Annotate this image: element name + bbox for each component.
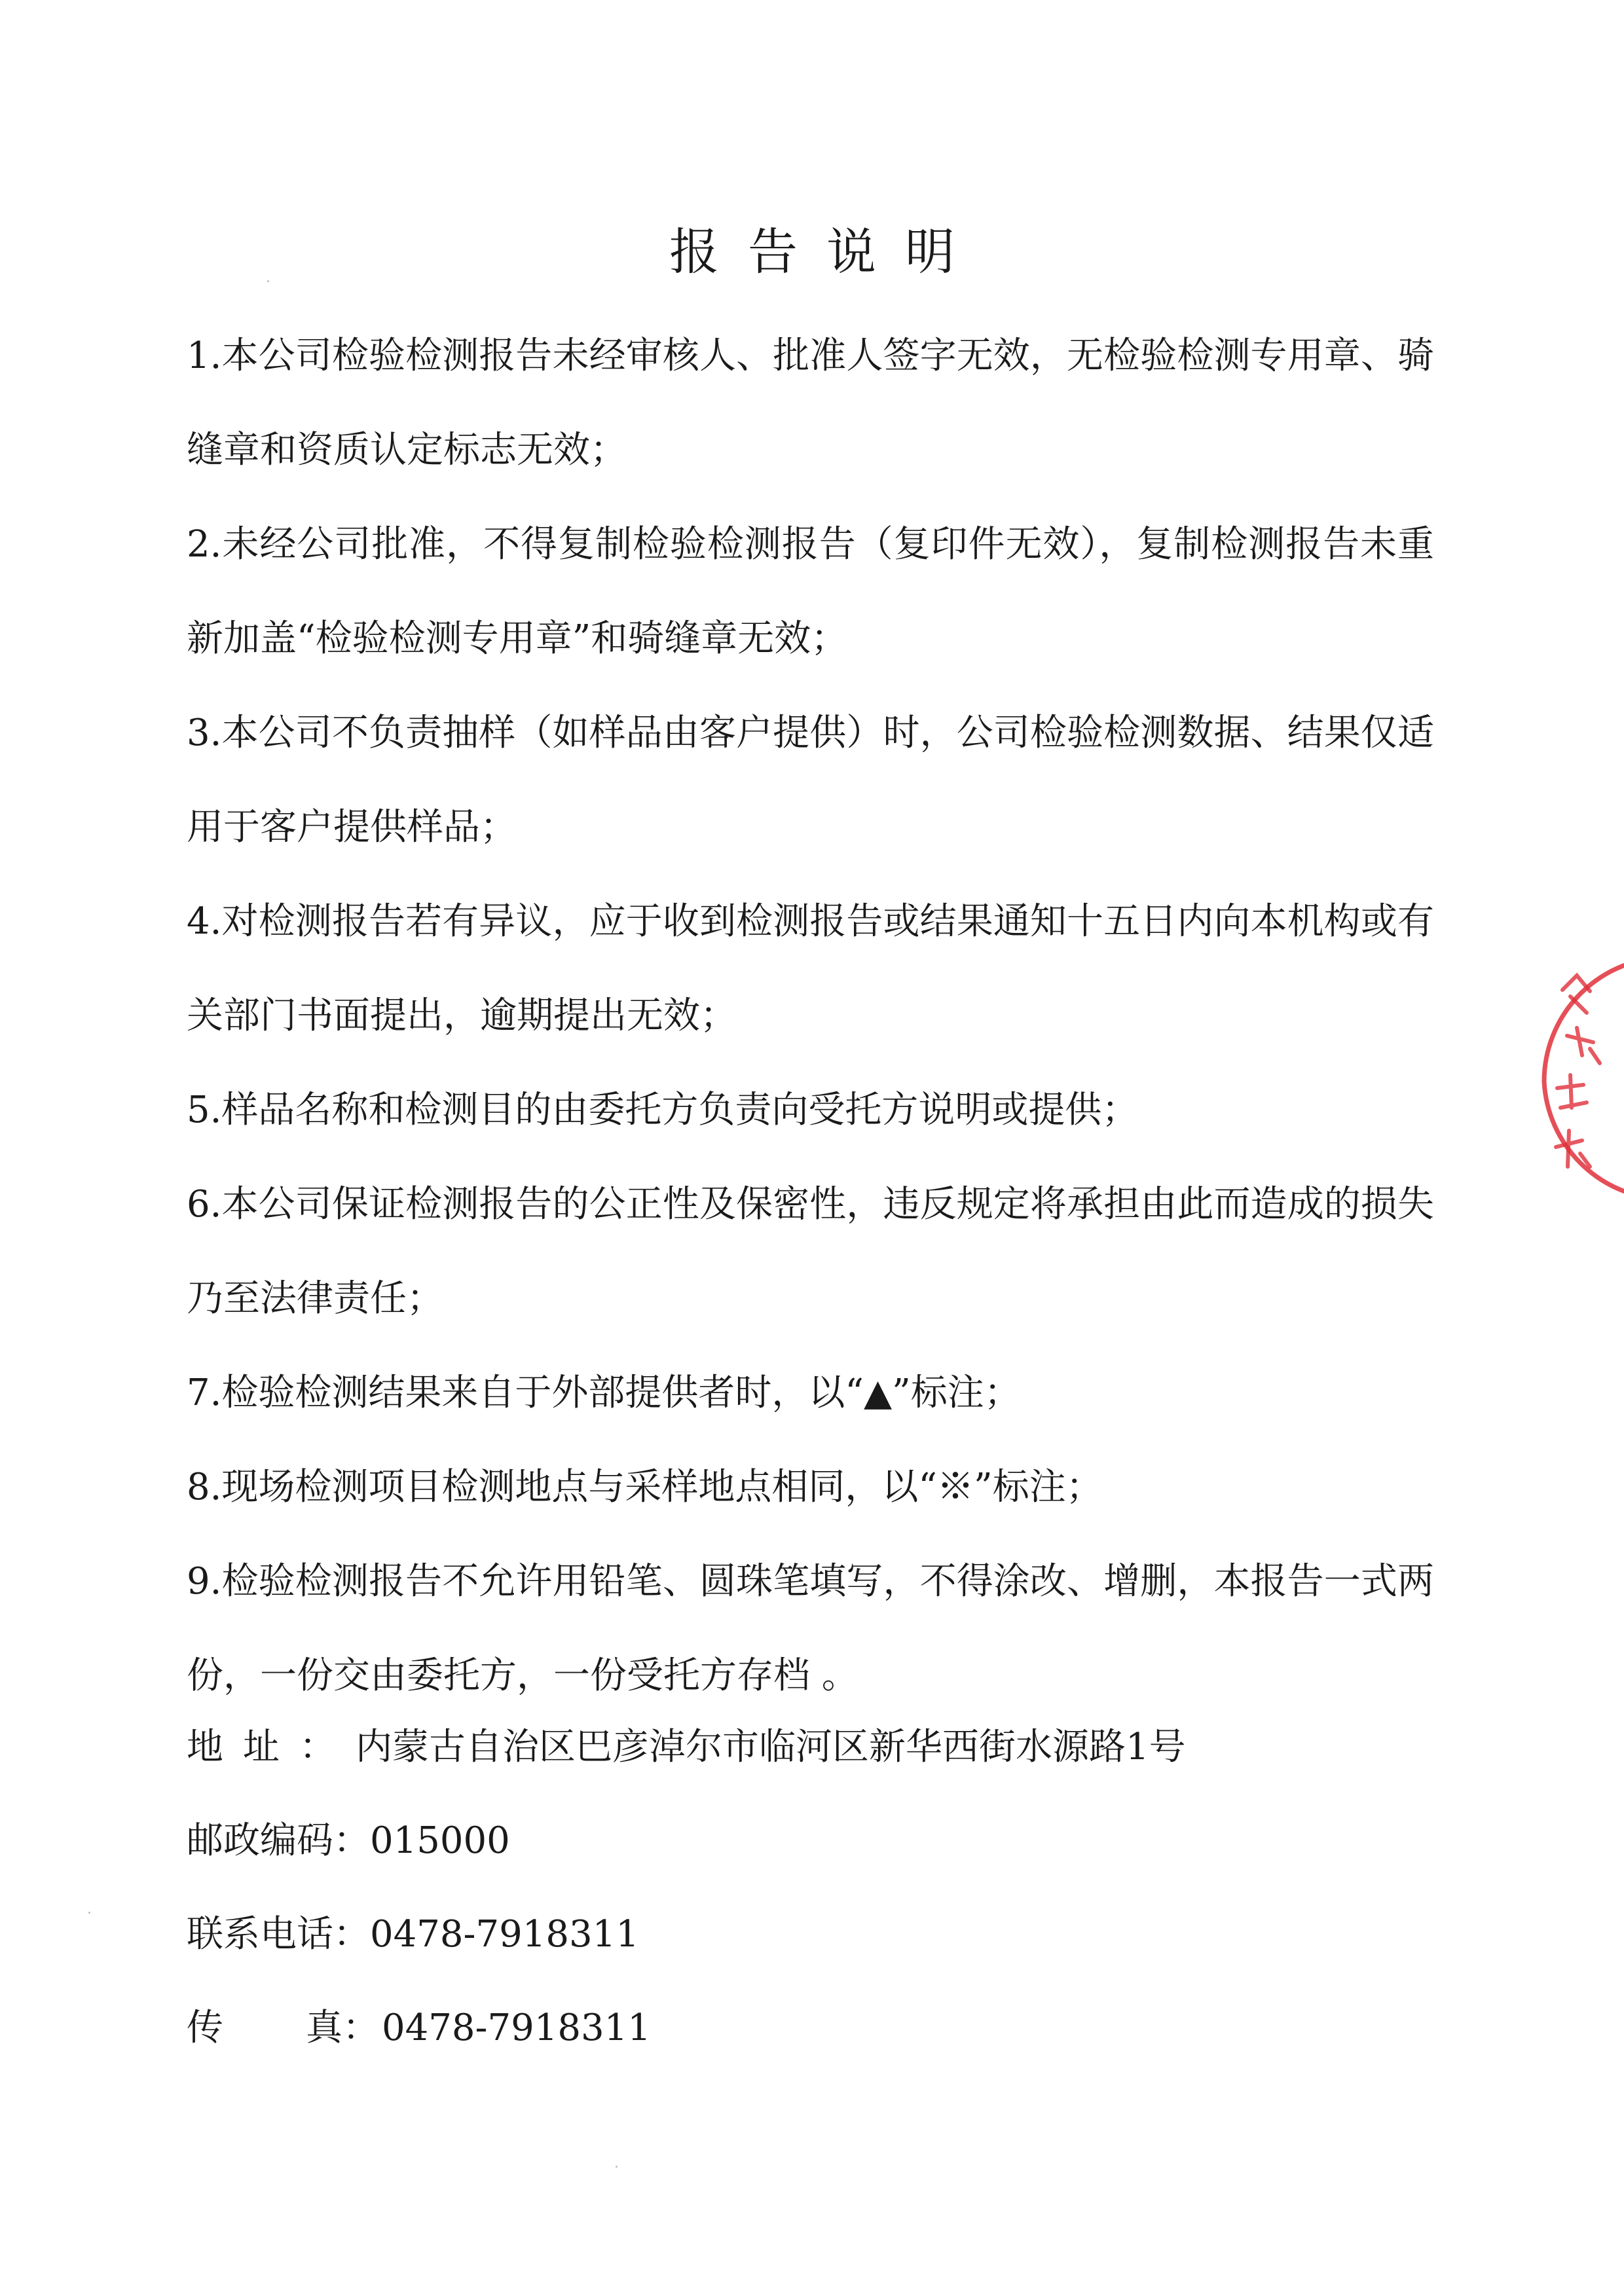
note-item-2: 2.未经公司批准，不得复制检验检测报告（复印件无效），复制检测报告未重新加盖“检验检测专用章”和骑缝章无效； [187,523,1434,660]
red-seal-stamp [1505,951,1624,1206]
phone-value: 0478-7918311 [370,1913,639,1956]
address-label: 地址： [187,1726,356,1768]
contact-info [187,1711,1434,2086]
report-notes-list [187,309,1434,1723]
seal-glyph-1 [1562,975,1590,991]
phone-label: 联系电话： [187,1913,370,1956]
note-item-5: 5.样品名称和检测目的由委托方负责向受托方说明或提供； [187,1089,1139,1131]
note-item-1: 1.本公司检验检测报告未经审核人、批准人签字无效，无检验检测专用章、骑缝章和资质认定标志无效； [187,335,1434,471]
postcode-row [187,1805,1434,1899]
fax-label-part-2: 真： [306,2007,379,2049]
phone-row [187,1899,1434,1992]
fax-value: 0478-7918311 [382,2007,651,2049]
note-item-3: 3.本公司不负责抽样（如样品由客户提供）时，公司检验检测数据、结果仅适用于客户提供样品； [187,712,1434,848]
note-item-6: 6.本公司保证检测报告的公正性及保密性，违反规定将承担由此而造成的损失乃至法律责任； [187,1183,1434,1320]
note-item-4: 4.对检测报告若有异议，应于收到检测报告或结果通知十五日内向本机构或有关部门书面提出，逾期提出无效； [187,900,1434,1037]
seal-glyph-2 [1567,1028,1600,1063]
note-item-8: 8.现场检测项目检测地点与采样地点相同，以“※”标注； [187,1466,1103,1508]
page-title: 报告说明 [669,223,984,281]
seal-ring [1544,957,1624,1199]
postcode-value: 015000 [370,1819,510,1862]
fax-label [187,1992,382,2064]
address-value: 内蒙古自治区巴彦淖尔市临河区新华西街水源路1号 [356,1726,1186,1768]
fax-row [187,1992,1434,2086]
note-item-7: 7.检验检测结果来自于外部提供者时，以“▲”标注； [187,1372,1021,1414]
address-row [187,1711,1434,1805]
seal-glyph-3 [1557,1075,1587,1108]
postcode-label: 邮政编码： [187,1819,370,1862]
note-item-9: 9.检验检测报告不允许用铅笔、圆珠笔填写，不得涂改、增删，本报告一式两份，一份交由委托方，一份受托方存档 。 [187,1560,1434,1697]
fax-label-part-1: 传 [187,2007,223,2049]
